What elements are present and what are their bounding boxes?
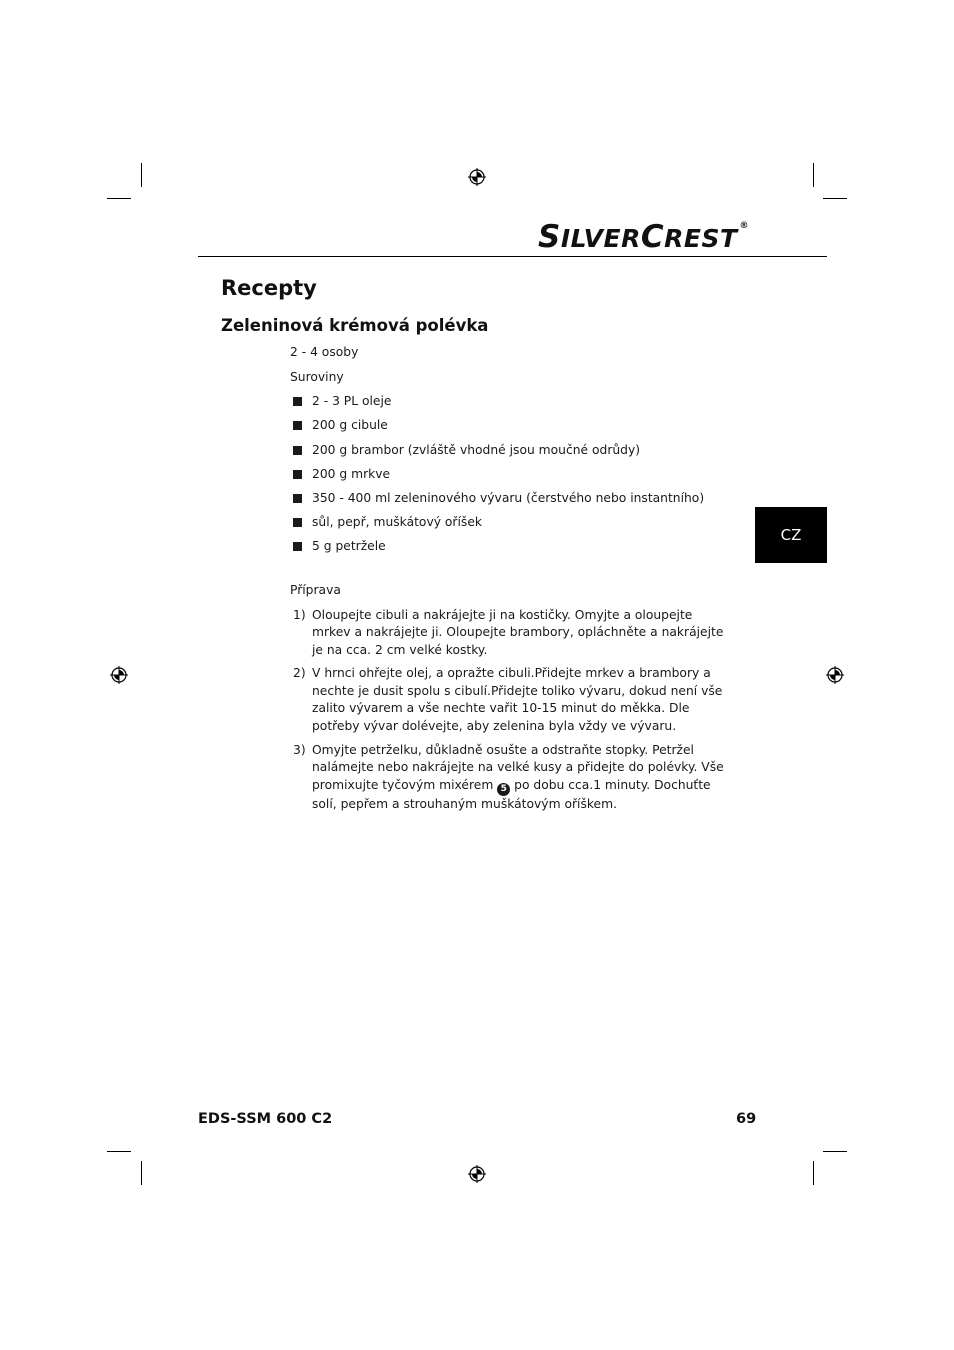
preparation-label: Příprava xyxy=(290,582,341,597)
crop-mark xyxy=(813,163,814,187)
bullet-square-icon xyxy=(293,470,302,479)
recipe-title: Zeleninová krémová polévka xyxy=(221,316,489,335)
crop-mark xyxy=(823,1151,847,1152)
step-number: 1) xyxy=(293,607,306,622)
bullet-square-icon xyxy=(293,446,302,455)
ingredients-label: Suroviny xyxy=(290,369,344,384)
step-item xyxy=(290,742,730,814)
footer-model-number: EDS-SSM 600 C2 xyxy=(198,1111,333,1127)
crop-mark xyxy=(107,198,131,199)
step-text: po dobu cca.1 minuty. Dochuťte solí, pepřem a strouhaným muškátovým oříškem. xyxy=(312,777,711,811)
logo-text: ILVER xyxy=(560,224,641,253)
bullet-square-icon xyxy=(293,494,302,503)
list-item: 5 g petržele xyxy=(290,538,730,556)
ingredients-list xyxy=(290,393,730,556)
language-code: CZ xyxy=(780,526,802,544)
step-item xyxy=(290,607,730,660)
step-number: 3) xyxy=(293,742,306,757)
list-item: 200 g cibule xyxy=(290,417,730,435)
list-item: 200 g mrkve xyxy=(290,466,730,484)
part-number-5-icon: 5 xyxy=(497,783,510,796)
bullet-square-icon xyxy=(293,421,302,430)
header-divider xyxy=(198,256,827,257)
steps-list xyxy=(290,607,730,814)
step-text: Omyjte petrželku, důkladně osušte a odstraňte stopky. Petržel nalámejte nebo nakrájejte na velké kusy a přidejte do polévky. Vše promixujte tyčovým mixérem xyxy=(312,742,724,792)
crop-mark xyxy=(813,1161,814,1185)
brand-logo xyxy=(538,219,749,255)
step-item xyxy=(290,665,730,735)
logo-letter: C xyxy=(640,219,665,255)
registered-mark: ® xyxy=(739,221,749,231)
footer-page-number: 69 xyxy=(736,1111,757,1127)
step-text: V hrnci ohřejte olej, a opražte cibuli.Přidejte mrkev a brambory a nechte je dusit spolu s cibulí.Přidejte toliko vývaru, dokud není vše zalito vývarem a vše nechte vařit 10-15 minut do měkka. Dle potřeby vývar dolévejte, aby zelenina byla vždy ve vývaru. xyxy=(312,666,723,734)
list-item: 350 - 400 ml zeleninového vývaru (čerstvého nebo instantního) xyxy=(290,490,730,508)
page-title: Recepty xyxy=(221,276,317,300)
registration-mark-icon xyxy=(468,168,486,186)
recipe-content xyxy=(290,344,730,819)
list-item: sůl, pepř, muškátový oříšek xyxy=(290,514,730,532)
step-text: Oloupejte cibuli a nakrájejte ji na kostičky. Omyjte a oloupejte mrkev a nakrájejte ji. Oloupejte brambory, opláchněte a nakrájejte je na cca. 2 cm velké kostky. xyxy=(312,607,724,657)
bullet-square-icon xyxy=(293,542,302,551)
language-tab xyxy=(755,507,827,563)
registration-mark-icon xyxy=(110,666,128,684)
crop-mark xyxy=(141,163,142,187)
list-item: 200 g brambor (zvláště vhodné jsou moučné odrůdy) xyxy=(290,442,730,460)
bullet-square-icon xyxy=(293,518,302,527)
registration-mark-icon xyxy=(468,1165,486,1183)
logo-text: REST xyxy=(664,224,738,253)
crop-mark xyxy=(823,198,847,199)
step-number: 2) xyxy=(293,666,306,681)
crop-mark xyxy=(141,1161,142,1185)
bullet-square-icon xyxy=(293,397,302,406)
list-item: 2 - 3 PL oleje xyxy=(290,393,730,411)
registration-mark-icon xyxy=(826,666,844,684)
crop-mark xyxy=(107,1151,131,1152)
logo-letter: S xyxy=(538,219,561,255)
servings-text: 2 - 4 osoby xyxy=(290,345,359,359)
